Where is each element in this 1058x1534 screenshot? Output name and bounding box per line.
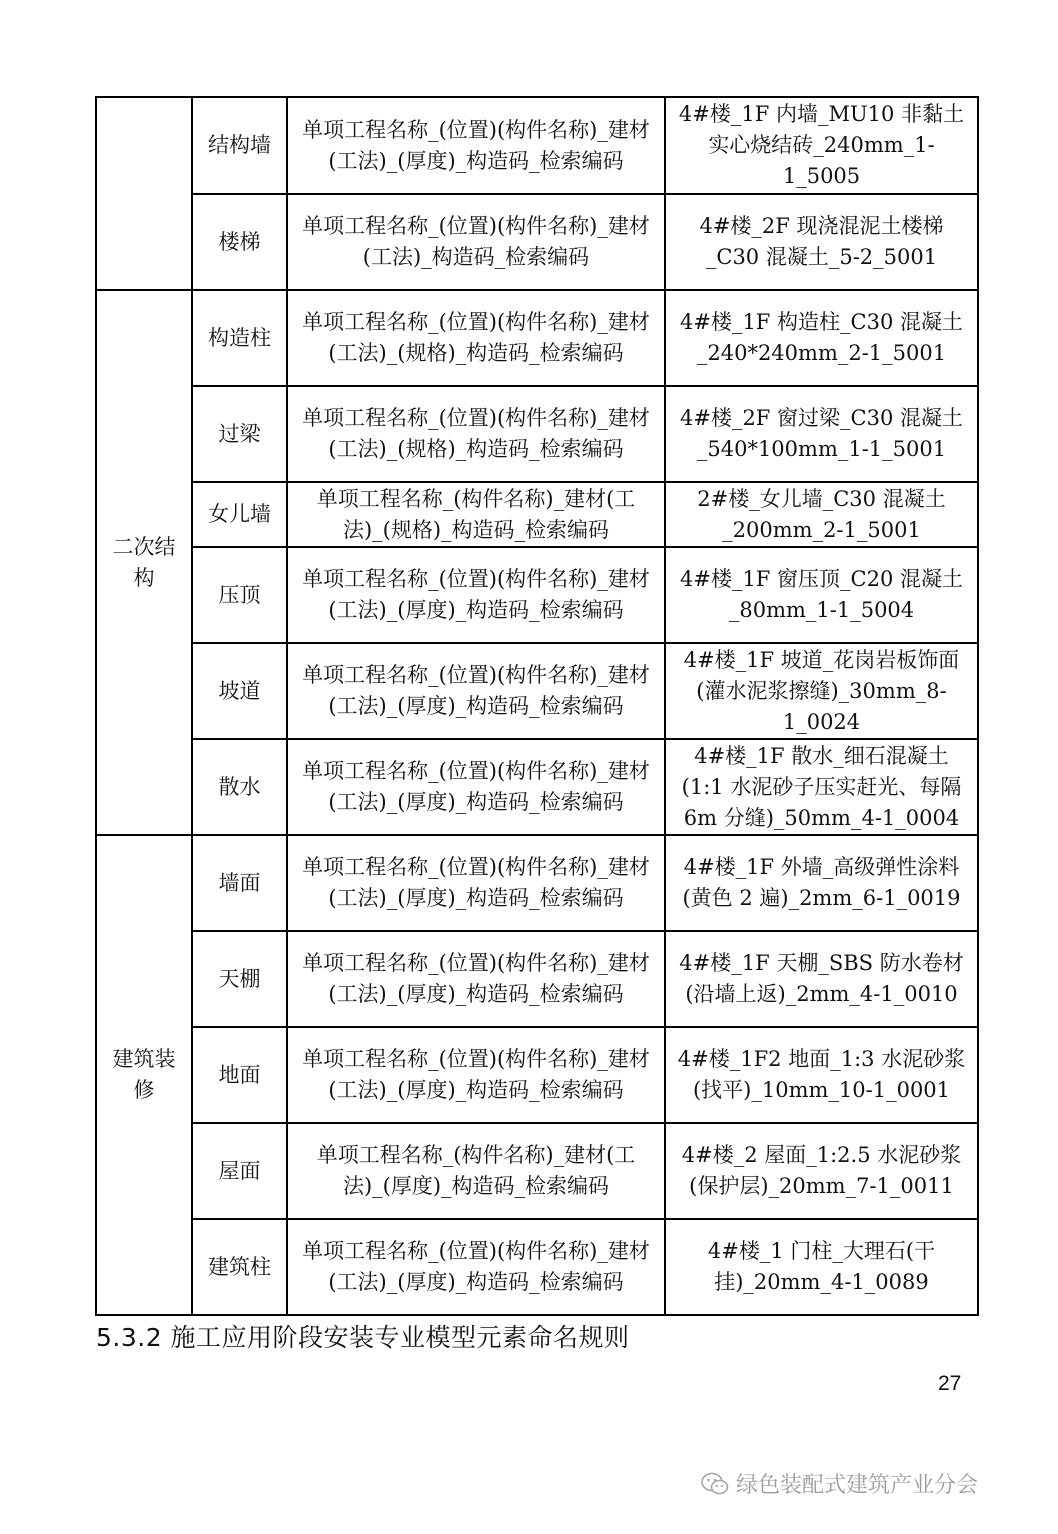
part-cell: 构造柱 <box>192 290 287 386</box>
watermark-text: 绿色装配式建筑产业分会 <box>736 1473 979 1498</box>
example-cell: 4#楼_2F 现浇混泥土楼梯_C30 混凝土_5-2_5001 <box>665 194 978 290</box>
rule-cell: 单项工程名称_(构件名称)_建材(工法)_(规格)_构造码_检索编码 <box>287 482 665 547</box>
part-cell: 屋面 <box>192 1123 287 1219</box>
part-cell: 建筑柱 <box>192 1219 287 1315</box>
table-row <box>96 1123 978 1219</box>
page-number: 27 <box>938 1372 962 1395</box>
table-row <box>96 931 978 1027</box>
example-cell: 4#楼_1F2 地面_1:3 水泥砂浆(找平)_10mm_10-1_0001 <box>665 1027 978 1123</box>
rule-cell: 单项工程名称_(位置)(构件名称)_建材(工法)_(厚度)_构造码_检索编码 <box>287 547 665 643</box>
rule-cell: 单项工程名称_(位置)(构件名称)_建材(工法)_(厚度)_构造码_检索编码 <box>287 835 665 931</box>
rule-cell: 单项工程名称_(位置)(构件名称)_建材(工法)_(厚度)_构造码_检索编码 <box>287 1219 665 1315</box>
table-row <box>96 290 978 386</box>
table-row <box>96 835 978 931</box>
rule-cell: 单项工程名称_(构件名称)_建材(工法)_(厚度)_构造码_检索编码 <box>287 1123 665 1219</box>
example-cell: 4#楼_1F 天棚_SBS 防水卷材(沿墙上返)_2mm_4-1_0010 <box>665 931 978 1027</box>
part-cell: 女儿墙 <box>192 482 287 547</box>
part-cell: 坡道 <box>192 643 287 739</box>
example-cell: 4#楼_2F 窗过梁_C30 混凝土_540*100mm_1-1_5001 <box>665 386 978 482</box>
rule-cell: 单项工程名称_(位置)(构件名称)_建材(工法)_(厚度)_构造码_检索编码 <box>287 643 665 739</box>
rule-cell: 单项工程名称_(位置)(构件名称)_建材(工法)_构造码_检索编码 <box>287 194 665 290</box>
part-cell: 地面 <box>192 1027 287 1123</box>
table-row <box>96 547 978 643</box>
example-cell: 2#楼_女儿墙_C30 混凝土_200mm_2-1_5001 <box>665 482 978 547</box>
example-cell: 4#楼_1F 窗压顶_C20 混凝土_80mm_1-1_5004 <box>665 547 978 643</box>
part-cell: 结构墙 <box>192 97 287 194</box>
rule-cell: 单项工程名称_(位置)(构件名称)_建材(工法)_(厚度)_构造码_检索编码 <box>287 97 665 194</box>
table-row <box>96 386 978 482</box>
table-row <box>96 97 978 194</box>
rule-cell: 单项工程名称_(位置)(构件名称)_建材(工法)_(厚度)_构造码_检索编码 <box>287 1027 665 1123</box>
example-cell: 4#楼_1F 坡道_花岗岩板饰面(灌水泥浆擦缝)_30mm_8-1_0024 <box>665 643 978 739</box>
watermark <box>700 1468 978 1499</box>
rule-cell: 单项工程名称_(位置)(构件名称)_建材(工法)_(厚度)_构造码_检索编码 <box>287 931 665 1027</box>
rule-cell: 单项工程名称_(位置)(构件名称)_建材(工法)_(规格)_构造码_检索编码 <box>287 386 665 482</box>
example-cell: 4#楼_2 屋面_1:2.5 水泥砂浆(保护层)_20mm_7-1_0011 <box>665 1123 978 1219</box>
example-cell: 4#楼_1F 散水_细石混凝土(1:1 水泥砂子压实赶光、每隔 6m 分缝)_50mm_4-1_0004 <box>665 739 978 835</box>
group-cell <box>96 97 192 290</box>
part-cell: 散水 <box>192 739 287 835</box>
part-cell: 压顶 <box>192 547 287 643</box>
part-cell: 墙面 <box>192 835 287 931</box>
table-row <box>96 643 978 739</box>
example-cell: 4#楼_1F 构造柱_C30 混凝土_240*240mm_2-1_5001 <box>665 290 978 386</box>
part-cell: 楼梯 <box>192 194 287 290</box>
table-row <box>96 482 978 547</box>
example-cell: 4#楼_1 门柱_大理石(干挂)_20mm_4-1_0089 <box>665 1219 978 1315</box>
table-row <box>96 1027 978 1123</box>
table-row <box>96 194 978 290</box>
rule-cell: 单项工程名称_(位置)(构件名称)_建材(工法)_(厚度)_构造码_检索编码 <box>287 739 665 835</box>
table-row <box>96 739 978 835</box>
example-cell: 4#楼_1F 内墙_MU10 非黏土实心烧结砖_240mm_1-1_5005 <box>665 97 978 194</box>
naming-rules-table <box>95 96 979 1316</box>
section-heading: 5.3.2 施工应用阶段安装专业模型元素命名规则 <box>96 1323 630 1352</box>
group-cell: 二次结构 <box>96 290 192 835</box>
part-cell: 过梁 <box>192 386 287 482</box>
part-cell: 天棚 <box>192 931 287 1027</box>
rule-cell: 单项工程名称_(位置)(构件名称)_建材(工法)_(规格)_构造码_检索编码 <box>287 290 665 386</box>
table-row <box>96 1219 978 1315</box>
example-cell: 4#楼_1F 外墙_高级弹性涂料(黄色 2 遍)_2mm_6-1_0019 <box>665 835 978 931</box>
group-cell: 建筑装修 <box>96 835 192 1315</box>
wechat-icon <box>700 1471 730 1497</box>
